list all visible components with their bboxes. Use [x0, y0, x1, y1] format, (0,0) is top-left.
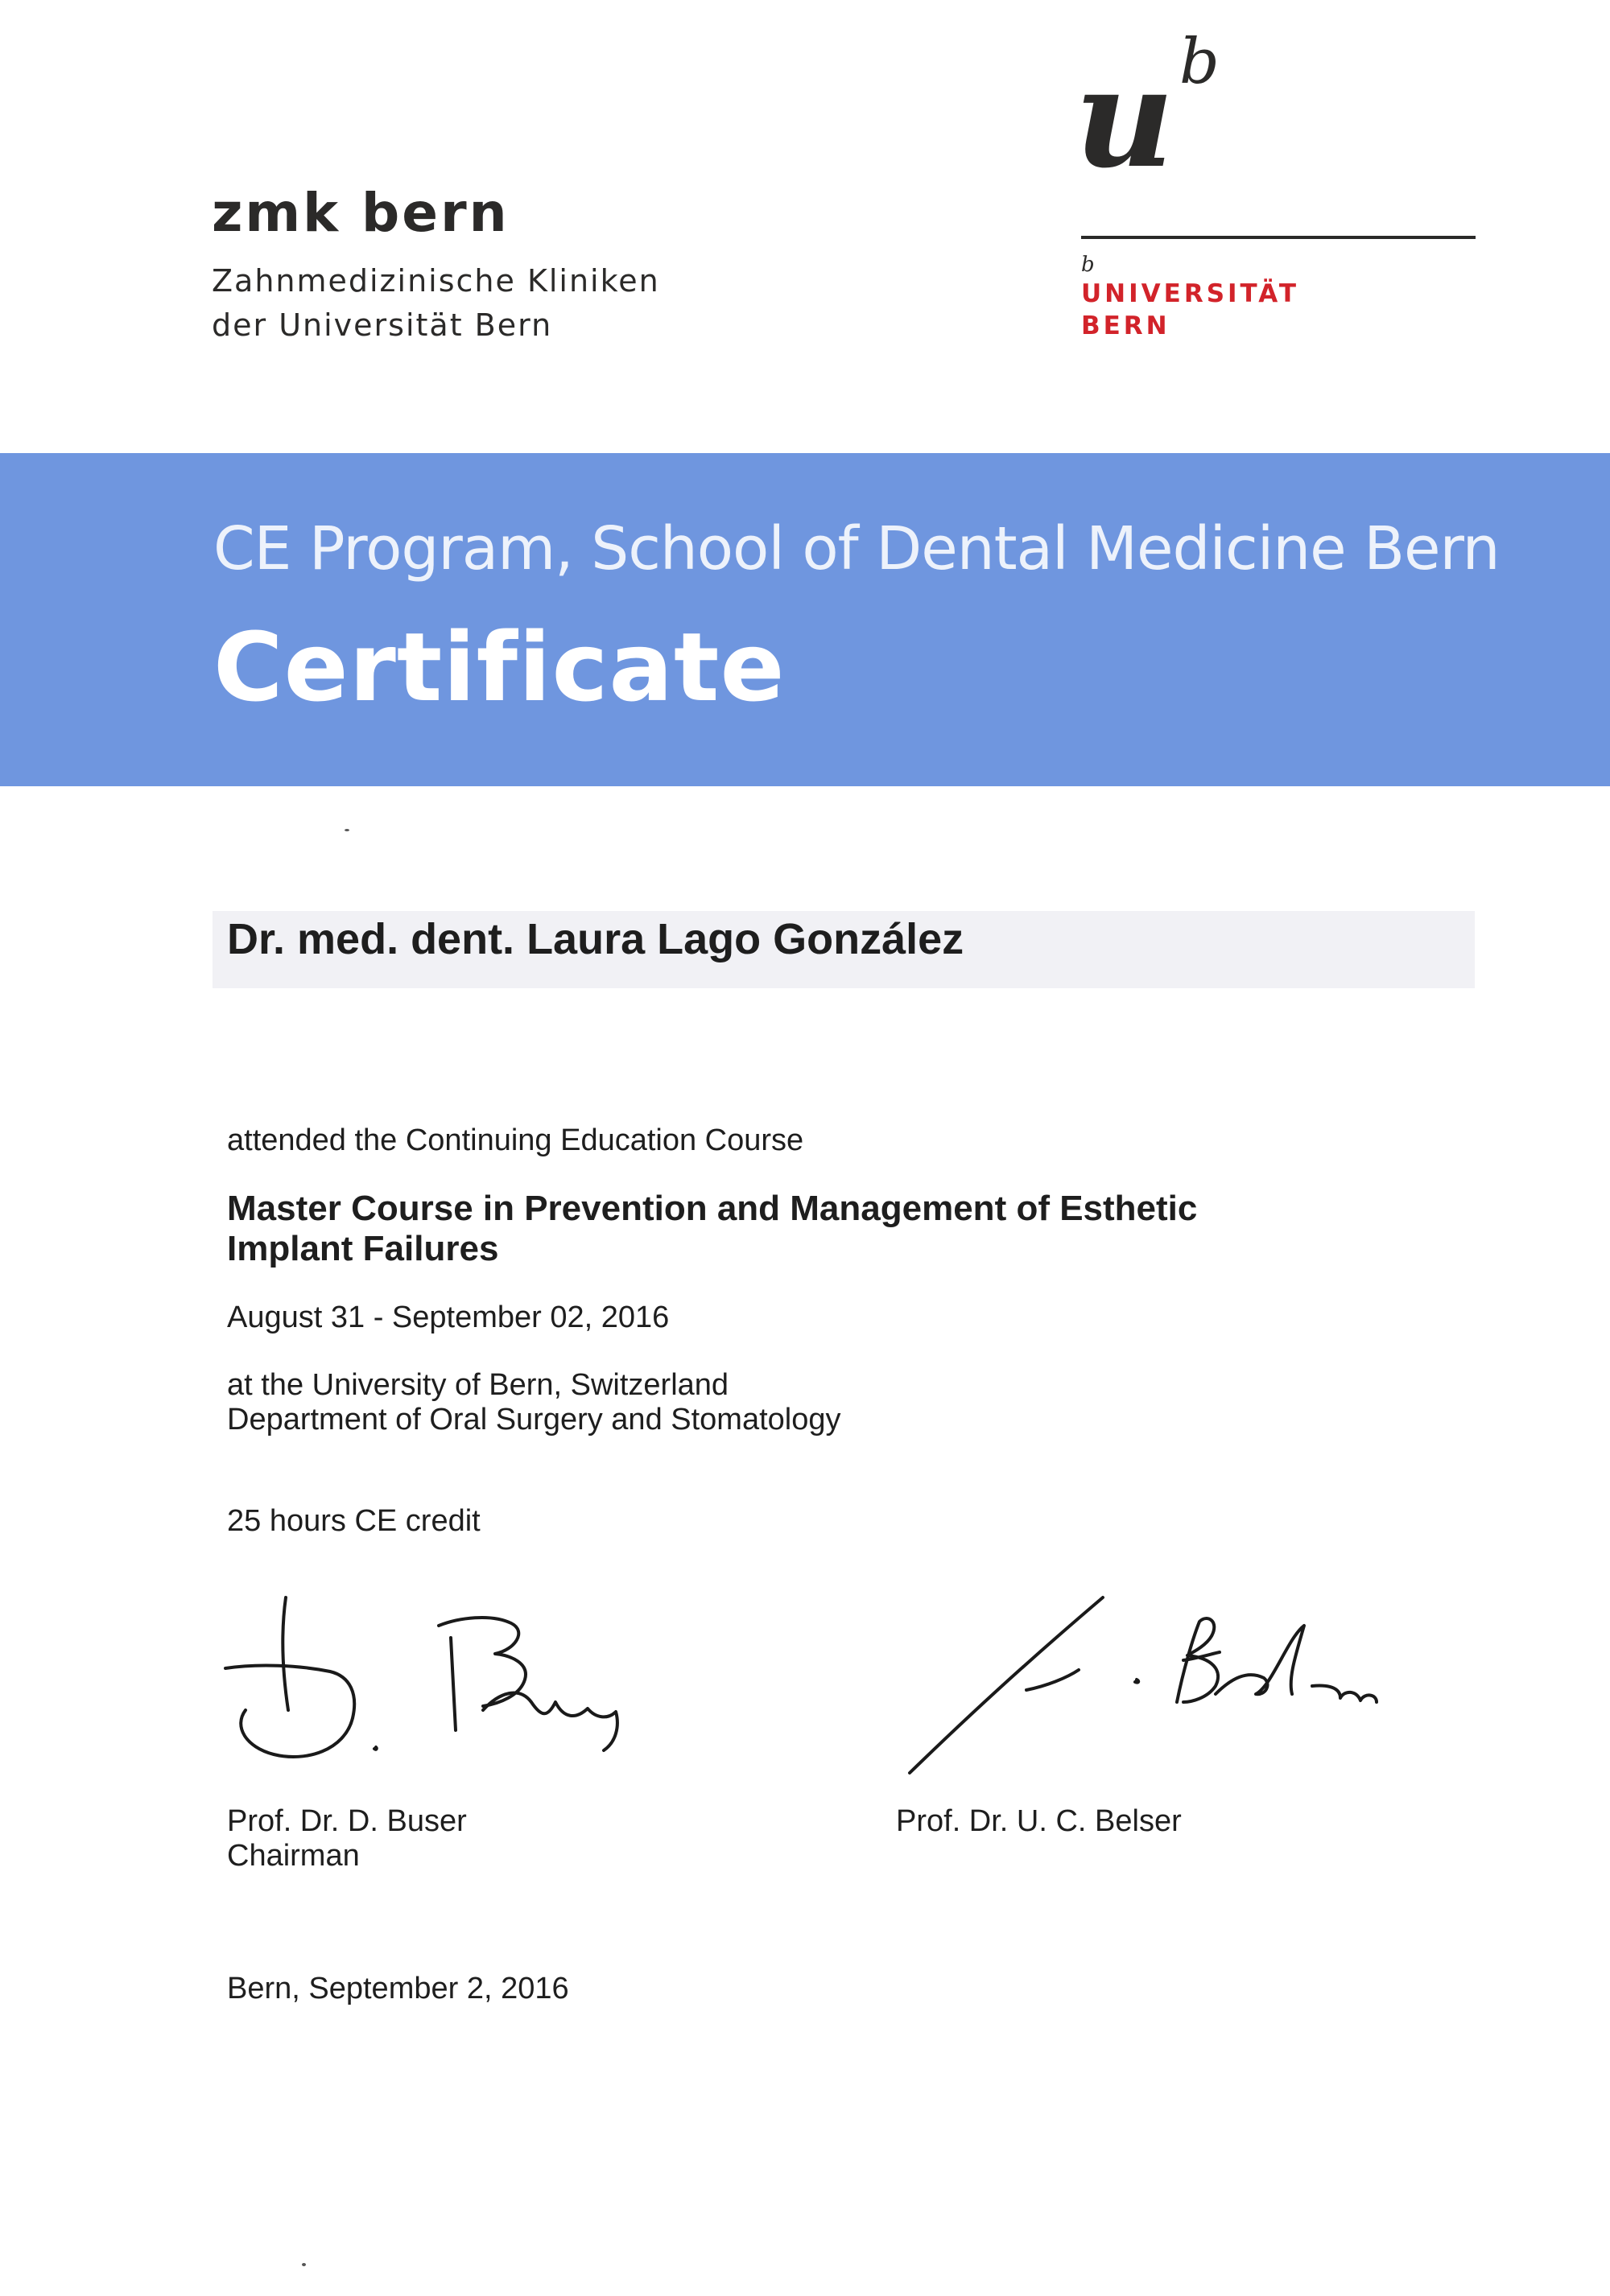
- institution-title: zmk bern: [212, 182, 510, 244]
- signature-left: [209, 1589, 676, 1775]
- university-logo-rule: [1081, 236, 1476, 239]
- signatory-left-name: Prof. Dr. D. Buser: [227, 1804, 467, 1838]
- institution-subtitle-line2: der Universität Bern: [212, 307, 553, 343]
- banner-subtitle: CE Program, School of Dental Medicine Bern: [213, 514, 1500, 583]
- ce-credit: 25 hours CE credit: [227, 1504, 481, 1538]
- university-logo-line1: UNIVERSITÄT: [1081, 279, 1300, 308]
- university-logo-small-b: b: [1081, 253, 1095, 277]
- course-title: [227, 1189, 1197, 1268]
- course-dates: August 31 - September 02, 2016: [227, 1301, 670, 1334]
- location-line1: at the University of Bern, Switzerland: [227, 1368, 729, 1402]
- signatory-left: [227, 1804, 467, 1873]
- course-title-line2: Implant Failures: [227, 1228, 499, 1268]
- course-location: [227, 1368, 841, 1437]
- location-line2: Department of Oral Surgery and Stomatology: [227, 1402, 841, 1437]
- place-and-date: Bern, September 2, 2016: [227, 1972, 569, 2005]
- speck: [302, 2263, 306, 2266]
- course-title-line1: Master Course in Prevention and Management of Esthetic: [227, 1189, 1198, 1228]
- signature-right: [894, 1589, 1409, 1791]
- attended-text: attended the Continuing Education Course: [227, 1123, 804, 1157]
- university-logo-b: b: [1179, 26, 1220, 98]
- signatory-right-name: Prof. Dr. U. C. Belser: [896, 1804, 1182, 1838]
- recipient-name: Dr. med. dent. Laura Lago González: [227, 915, 964, 963]
- institution-subtitle-line1: Zahnmedizinische Kliniken: [212, 263, 660, 299]
- signatory-left-role: Chairman: [227, 1838, 360, 1873]
- certificate-title: Certificate: [213, 612, 786, 723]
- university-logo-line2: BERN: [1081, 311, 1170, 340]
- university-logo-u: u: [1075, 38, 1174, 199]
- speck: [345, 829, 349, 831]
